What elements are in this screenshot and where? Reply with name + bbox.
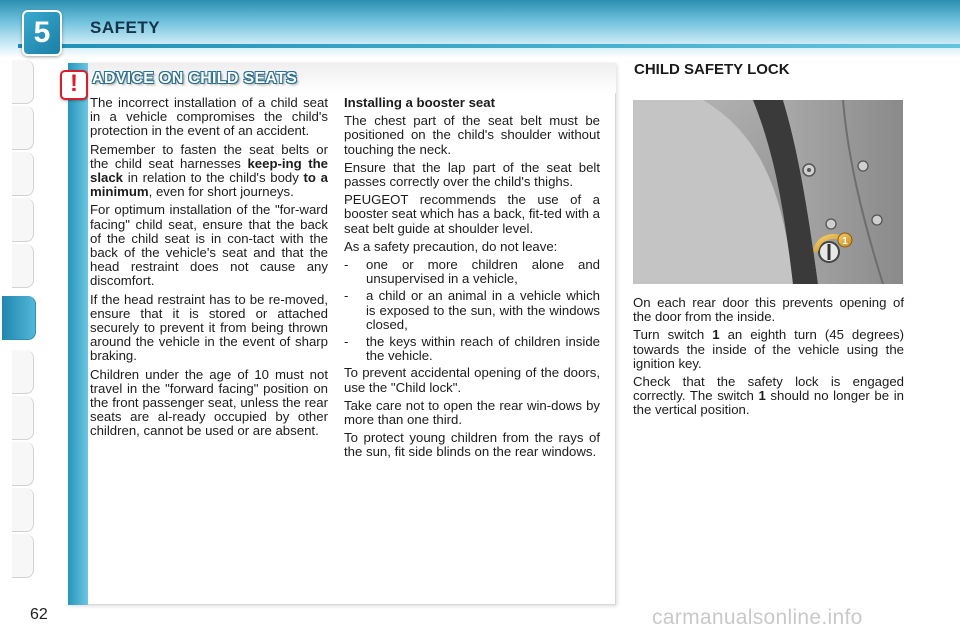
child-lock-column: [633, 296, 904, 422]
advice-column-2: [344, 96, 600, 464]
advice-paragraph: If the head restraint has to be re-moved, ensure that it is stored or attached securely to prevent it from being thrown around the vehicle in the event of sharp braking.: [90, 291, 328, 364]
list-dash: -: [344, 288, 349, 304]
child-lock-paragraph: Turn switch 1 an eighth turn (45 degrees) towards the inside of the vehicle using the ignition key.: [633, 327, 904, 371]
switch-label-1: 1: [842, 236, 848, 247]
side-tab[interactable]: [12, 350, 34, 394]
side-tab[interactable]: [12, 244, 34, 288]
advice-paragraph: Take care not to open the rear win-dows by more than one third.: [344, 397, 600, 428]
advice-paragraph: Ensure that the lap part of the seat belt passes correctly over the child's thighs.: [344, 159, 600, 190]
side-tab[interactable]: [12, 534, 34, 578]
advice-paragraph: As a safety precaution, do not leave:: [344, 238, 558, 254]
warning-icon: !: [60, 70, 88, 100]
side-tab-active[interactable]: [2, 296, 36, 340]
chapter-side-tabs: [0, 60, 36, 580]
advice-paragraph: To prevent accidental opening of the doors, use the "Child lock".: [344, 365, 600, 395]
precaution-list-item: [344, 258, 600, 286]
booster-seat-subtitle: Installing a booster seat: [344, 95, 495, 110]
door-edge-illustration: [633, 100, 903, 284]
child-lock-photo: [633, 100, 903, 284]
child-lock-paragraph: Check that the safety lock is engaged correctly. The switch 1 should no longer be in the vertical position.: [633, 374, 904, 418]
chapter-title: SAFETY: [90, 18, 161, 37]
side-tab[interactable]: [12, 106, 34, 150]
advice-paragraph: Remember to fasten the seat belts or the child seat harnesses keep-ing the slack in relation to the child's body to a minimum, even for short journeys.: [90, 141, 329, 200]
precaution-list-item: [344, 335, 600, 363]
advice-paragraph: The incorrect installation of a child seat in a vehicle compromises the child's protection in the event of an accident.: [90, 95, 328, 139]
page-number: 62: [30, 606, 48, 623]
child-safety-lock-title: CHILD SAFETY LOCK: [634, 61, 790, 78]
list-dash: -: [344, 257, 349, 273]
advice-paragraph: The chest part of the seat belt must be positioned on the child's shoulder without touching the neck.: [344, 113, 600, 157]
list-item-text: a child or an animal in a vehicle which is exposed to the sun, with the windows closed,: [366, 288, 600, 332]
advice-paragraph: PEUGEOT recommends the use of a booster seat which has a back, fit-ted with a seat belt guide at shoulder level.: [344, 192, 600, 236]
precaution-list-item: [344, 289, 600, 332]
advice-paragraph: Children under the age of 10 must not travel in the "forward facing" position on the front passenger seat, unless the rear seats are al-ready occupied by other children, cannot be used or are absent.: [90, 366, 328, 439]
chapter-number-badge: 5: [22, 10, 62, 56]
advice-paragraph: For optimum installation of the "for-ward facing" child seat, ensure that the back of the child seat is in con-tact with the back of the vehicle's seat and that the head restraint does not cause any discomfort.: [90, 202, 328, 289]
side-tab[interactable]: [12, 396, 34, 440]
side-tab[interactable]: [12, 60, 34, 104]
list-dash: -: [344, 334, 349, 350]
side-tab[interactable]: [12, 152, 34, 196]
list-item-text: one or more children alone and unsupervised in a vehicle,: [366, 257, 600, 287]
advice-section-title: ADVICE ON CHILD SEATS: [92, 70, 298, 87]
list-item-text: the keys within reach of children inside the vehicle.: [366, 334, 600, 364]
advice-column-1: [90, 96, 328, 443]
watermark: carmanualsonline.info: [652, 606, 863, 629]
side-tab[interactable]: [12, 442, 34, 486]
side-tab[interactable]: [12, 488, 34, 532]
advice-paragraph: To protect young children from the rays of the sun, fit side blinds on the rear windows.: [344, 430, 600, 460]
header-divider: [18, 44, 960, 48]
side-tab[interactable]: [12, 198, 34, 242]
child-lock-paragraph: On each rear door this prevents opening of the door from the inside.: [633, 295, 904, 325]
advice-card-accent: [68, 63, 88, 605]
